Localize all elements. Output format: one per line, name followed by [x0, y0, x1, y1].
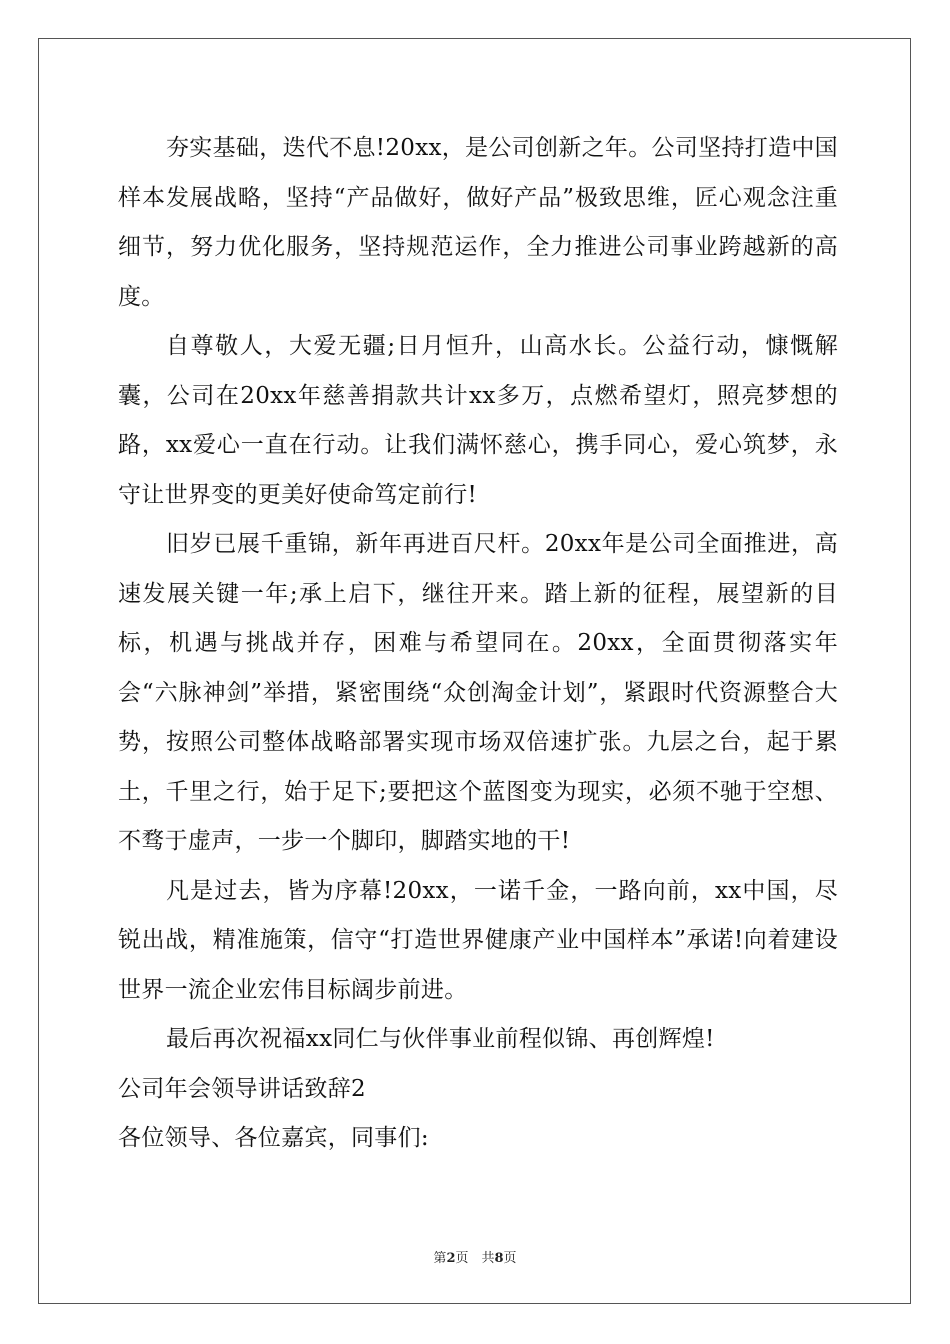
page-footer [0, 1247, 950, 1266]
paragraph-5: 最后再次祝福xx同仁与伙伴事业前程似锦、再创辉煌! [166, 1026, 715, 1052]
footer-suffix: 页 [503, 1251, 517, 1266]
paragraph-3: 旧岁已展千重锦，新年再进百尺杆。20xx年是公司全面推进，高速发展关键一年;承上启下，继往开来。踏上新的征程，展望新的目标，机遇与挑战并存，困难与希望同在。20xx，全面贯彻落实年会“六脉神剑”举措，紧密围绕“众创淘金计划”，紧跟时代资源整合大势，按照公司整体战略部署实现市场双倍速扩张。九层之台，起于累土，千里之行，始于足下;要把这个蓝图变为现实，必须不驰于空想、不骛于虚声，一步一个脚印，脚踏实地的干! [118, 531, 838, 854]
section-heading: 公司年会领导讲话致辞2 [118, 1075, 366, 1102]
footer-current-page: 2 [446, 1251, 456, 1266]
paragraph-4: 凡是过去，皆为序幕!20xx，一诺千金，一路向前，xx中国，尽锐出战，精准施策，信守“打造世界健康产业中国样本”承诺!向着建设世界一流企业宏伟目标阔步前进。 [118, 877, 838, 1003]
footer-prefix: 第 [433, 1251, 447, 1266]
salutation: 各位领导、各位嘉宾，同事们: [118, 1125, 429, 1151]
document-body [118, 124, 838, 1164]
paragraph-1: 夯实基础，迭代不息!20xx，是公司创新之年。公司坚持打造中国样本发展战略，坚持“产品做好，做好产品”极致思维，匠心观念注重细节，努力优化服务，坚持规范运作，全力推进公司事业跨越新的高度。 [118, 135, 838, 310]
paragraph-2: 自尊敬人，大爱无疆;日月恒升，山高水长。公益行动，慷慨解囊，公司在20xx年慈善捐款共计xx多万，点燃希望灯，照亮梦想的路，xx爱心一直在行动。让我们满怀慈心，携手同心，爱心筑梦，永守让世界变的更美好使命笃定前行! [118, 333, 838, 508]
footer-mid: 页 共 [455, 1251, 495, 1266]
footer-total-pages: 8 [494, 1251, 504, 1266]
